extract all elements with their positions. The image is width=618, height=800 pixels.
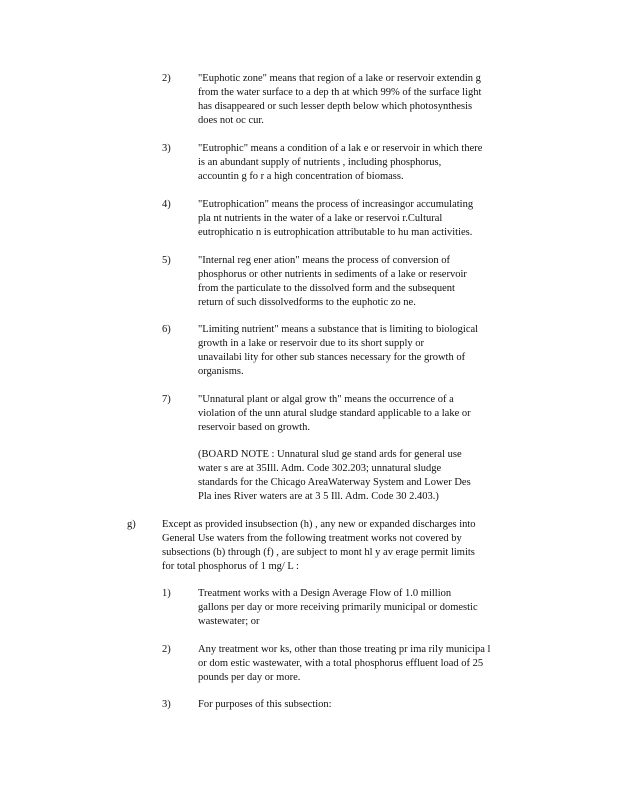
text-line: wastewater; or (198, 616, 260, 627)
item-number: 4) (162, 199, 171, 210)
item-text (198, 198, 523, 240)
item-number: 6) (162, 324, 171, 335)
item-number: 3) (162, 699, 171, 710)
text-line: from the particulate to the dissolved form and the subsequent (198, 283, 455, 294)
text-line: pla nt nutrients in the water of a lake or reservoi r.Cultural (198, 213, 443, 224)
text-line: pounds per day or more. (198, 672, 301, 683)
item-number: 2) (162, 73, 171, 84)
item-number: 7) (162, 394, 171, 405)
text-line: "Eutrophic" means a condition of a lak e or reservoir in which there (198, 143, 483, 154)
item-text (198, 587, 523, 629)
item-number: 3) (162, 143, 171, 154)
text-line: or dom estic wastewater, with a total phosphorus effluent load of 25 (198, 658, 484, 669)
item-text (198, 323, 523, 379)
item-text (198, 72, 523, 128)
text-line: for total phosphorus of 1 mg/ L : (162, 561, 299, 572)
item-text (198, 254, 523, 310)
text-line: Pla ines River waters are at 3 5 Ill. Adm. Code 30 2.403.) (198, 491, 439, 502)
text-line: standards for the Chicago AreaWaterway System and Lower Des (198, 477, 471, 488)
item-text (198, 643, 523, 685)
item-number: g) (127, 519, 136, 530)
item-number: 1) (162, 588, 171, 599)
board-note-text (198, 448, 523, 504)
text-line: reservoir based on growth. (198, 422, 310, 433)
text-line: "Eutrophication" means the process of increasingor accumulating (198, 199, 474, 210)
text-line: gallons per day or more receiving primarily municipal or domestic (198, 602, 478, 613)
text-line: has disappeared or such lesser depth below which photosynthesis (198, 101, 473, 112)
text-line: water s are at 35Ill. Adm. Code 302.203; unnatural sludge (198, 463, 442, 474)
text-line: violation of the unn atural sludge standard applicable to a lake or (198, 408, 471, 419)
item-number: 2) (162, 644, 171, 655)
text-line: growth in a lake or reservoir due to its short supply or (198, 338, 424, 349)
text-line: accountin g fo r a high concentration of biomass. (198, 171, 404, 182)
text-line: "Unnatural plant or algal grow th" means the occurrence of a (198, 394, 454, 405)
text-line: is an abundant supply of nutrients , including phosphorus, (198, 157, 442, 168)
text-line: subsections (b) through (f) , are subject to mont hl y av erage permit limits (162, 547, 475, 558)
text-line: does not oc cur. (198, 115, 264, 126)
text-line: (BOARD NOTE : Unnatural slud ge stand ards for general use (198, 449, 462, 460)
text-line: eutrophicatio n is eutrophication attributable to hu man activities. (198, 227, 473, 238)
item-number: 5) (162, 255, 171, 266)
item-text (198, 142, 523, 184)
text-line: Any treatment wor ks, other than those treating pr ima rily municipa l (198, 644, 491, 655)
text-line: "Euphotic zone" means that region of a lake or reservoir extendin g (198, 73, 481, 84)
text-line: organisms. (198, 366, 244, 377)
item-text (198, 393, 523, 435)
text-line: Except as provided insubsection (h) , any new or expanded discharges into (162, 519, 476, 530)
text-line: Treatment works with a Design Average Flow of 1.0 million (198, 588, 452, 599)
text-line: General Use waters from the following treatment works not covered by (162, 533, 462, 544)
item-text (162, 518, 522, 574)
text-line: phosphorus or other nutrients in sediments of a lake or reservoir (198, 269, 467, 280)
text-line: from the water surface to a dep th at which 99% of the surface light (198, 87, 482, 98)
text-line: unavailabi lity for other sub stances necessary for the growth of (198, 352, 466, 363)
text-line: return of such dissolvedforms to the euphotic zo ne. (198, 297, 416, 308)
item-text (198, 698, 523, 712)
text-line: "Internal reg ener ation" means the process of conversion of (198, 255, 451, 266)
text-line: For purposes of this subsection: (198, 699, 332, 710)
text-line: "Limiting nutrient" means a substance that is limiting to biological (198, 324, 479, 335)
